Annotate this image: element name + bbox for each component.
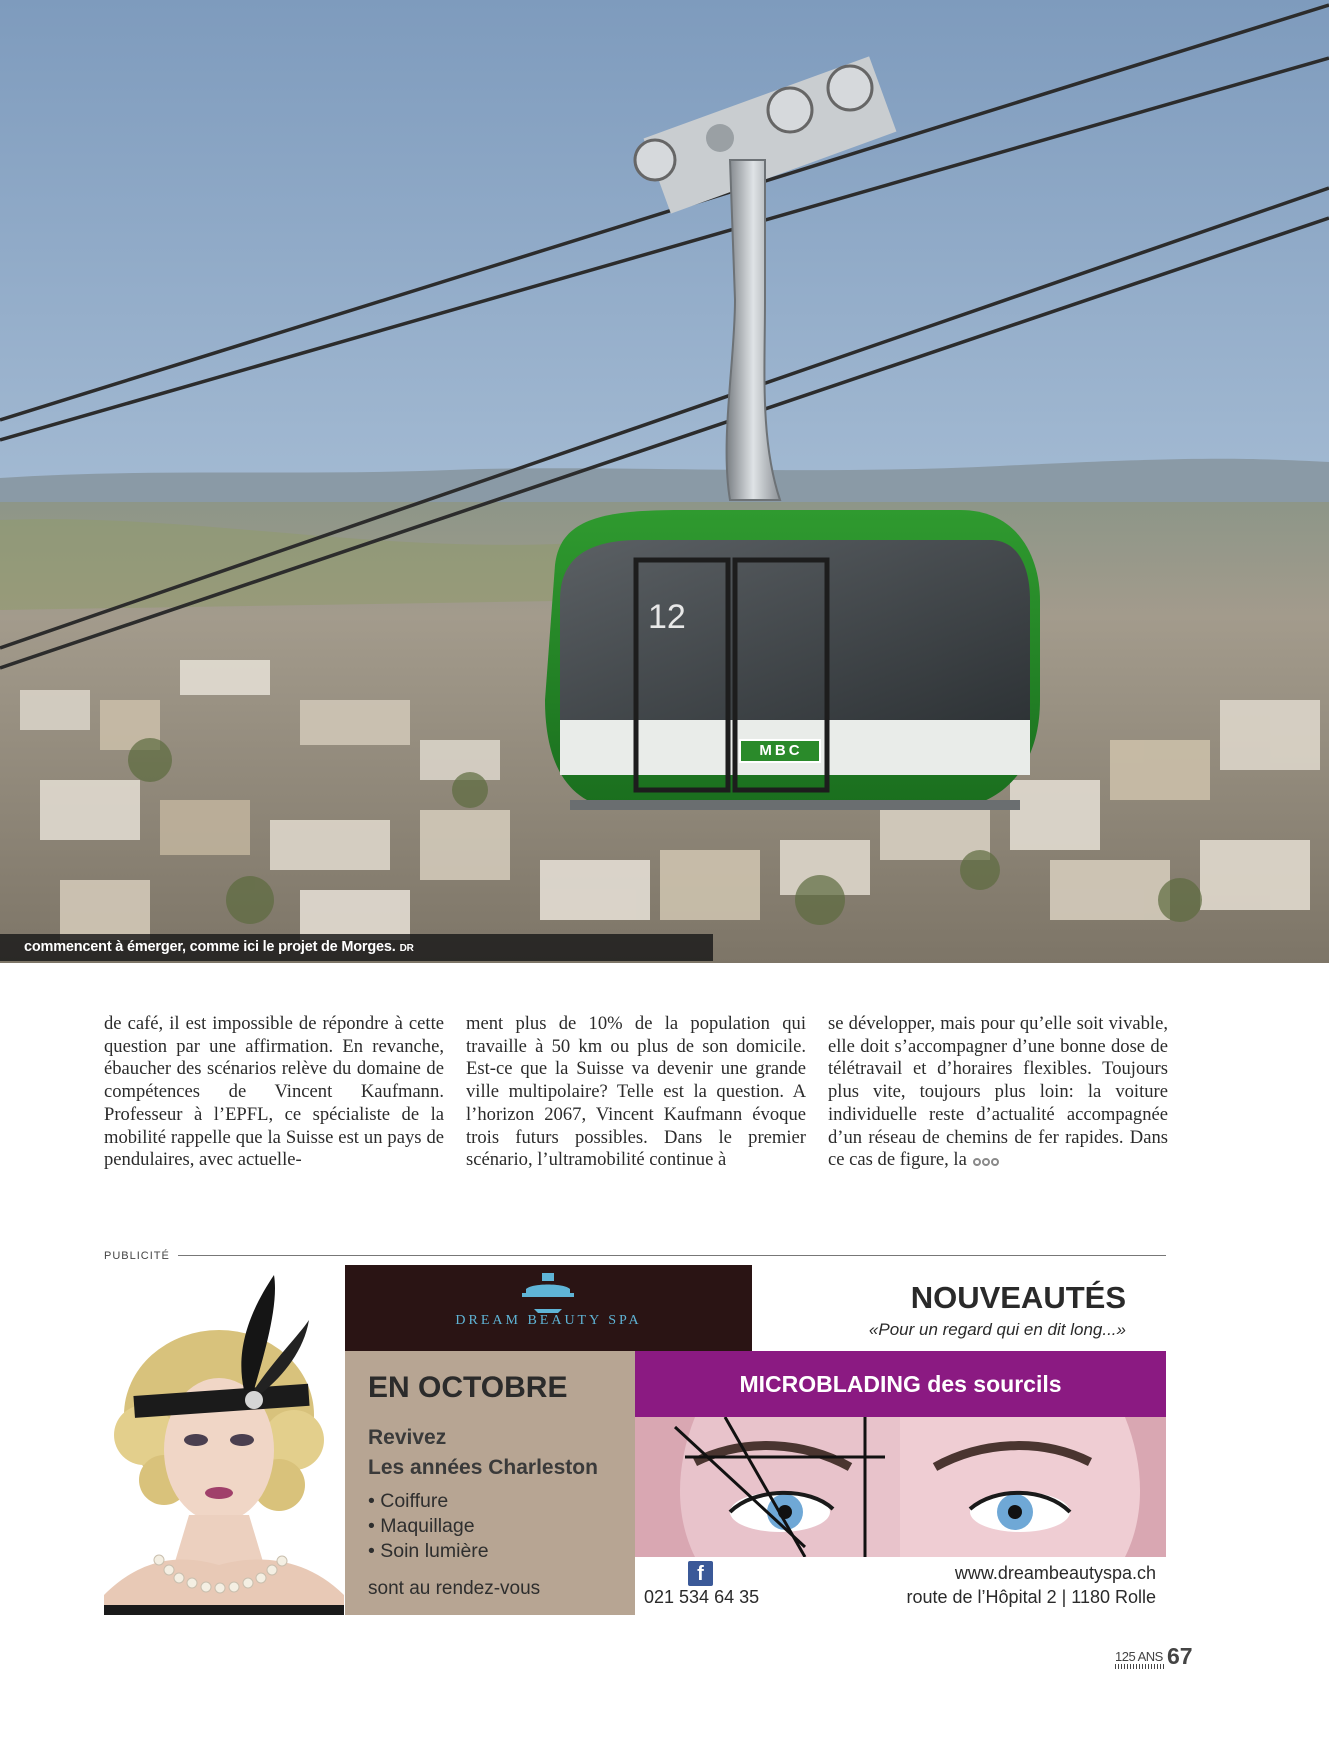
offer-headline-line2: Les années Charleston — [368, 1456, 598, 1479]
charleston-woman-image — [104, 1265, 344, 1615]
offer-services-list — [368, 1489, 489, 1564]
dream-beauty-spa-logo-box — [345, 1265, 752, 1351]
advert-label: PUBLICITÉ — [104, 1250, 170, 1262]
article-text-col2: ment plus de 10% de la population qui travaille à 50 km ou plus de son domicile. Est-ce que la Suisse va devenir une grande ville multipolaire? Telle est la question. A l’horizon 2067, Vincent Kaufmann évoque trois futurs possibles. Dans le premier scénario, l’ultramobilité continue à — [466, 1013, 806, 1171]
photo-credit: DR — [399, 943, 414, 954]
microblading-title: MICROBLADING des sourcils — [739, 1371, 1062, 1397]
advert-tagline: «Pour un regard qui en dit long...» — [868, 1320, 1126, 1339]
cabin-logo: MBC — [759, 742, 803, 759]
article-column-1 — [104, 1013, 444, 1172]
facebook-icon[interactable]: f — [688, 1561, 713, 1586]
article-text-col1: de café, il est impossible de répondre à cette question par une affirmation. En revanche, ébaucher des scénarios relève du domaine de compétences de Vincent Kaufmann. Professeur à l’EPFL, ce spécialiste de la mobilité rappelle que la Suisse est un pays de pendulaires, avec actuelle- — [104, 1013, 444, 1171]
article-text-col3-body: se développer, mais pour qu’elle soit vivable, elle doit s’accompagner d’une bonne dose de télétravail et d’horaires flexibles. Toujours plus vite, toujours plus loin: la voiture individuelle reste d’actualité accompagnée d’un réseau de chemins de fer rapides. Dans ce cas de figure, la — [828, 1013, 1168, 1171]
article-text-col3 — [828, 1013, 1168, 1172]
spa-crown-icon — [520, 1273, 576, 1315]
microblading-banner — [635, 1351, 1166, 1417]
service-item: • Maquillage — [368, 1515, 475, 1537]
photo-caption — [24, 939, 414, 955]
article-column-3 — [828, 1013, 1168, 1172]
spa-website-link[interactable]: www.dreambeautyspa.ch — [954, 1563, 1156, 1583]
service-item: • Soin lumière — [368, 1540, 489, 1562]
offer-footer-text: sont au rendez-vous — [368, 1578, 541, 1599]
article-column-2 — [466, 1013, 806, 1172]
continue-marker-icon — [973, 1150, 1000, 1173]
offer-headline — [368, 1423, 598, 1483]
folio-label: 125 ANS — [1115, 1649, 1163, 1664]
cabin-number: 12 — [648, 598, 686, 636]
advert-divider — [178, 1255, 1166, 1256]
spa-phone: 021 534 64 35 — [644, 1587, 760, 1607]
photo-caption-bar — [0, 934, 713, 961]
charleston-offer-panel — [345, 1351, 635, 1615]
offer-month: EN OCTOBRE — [368, 1371, 568, 1404]
spa-brand-name: DREAM BEAUTY SPA — [455, 1313, 642, 1328]
offer-headline-line1: Revivez — [368, 1426, 447, 1449]
folio-ruler — [1115, 1664, 1165, 1669]
service-item: • Coiffure — [368, 1490, 449, 1512]
eyes-closeup-image — [635, 1417, 1166, 1557]
spa-address: route de l’Hôpital 2 | 1180 Rolle — [906, 1587, 1156, 1607]
advert-headline: NOUVEAUTÉS — [910, 1280, 1126, 1315]
page-number: 67 — [1167, 1643, 1193, 1669]
photo-caption-text: commencent à émerger, comme ici le projet de Morges. — [24, 939, 396, 955]
